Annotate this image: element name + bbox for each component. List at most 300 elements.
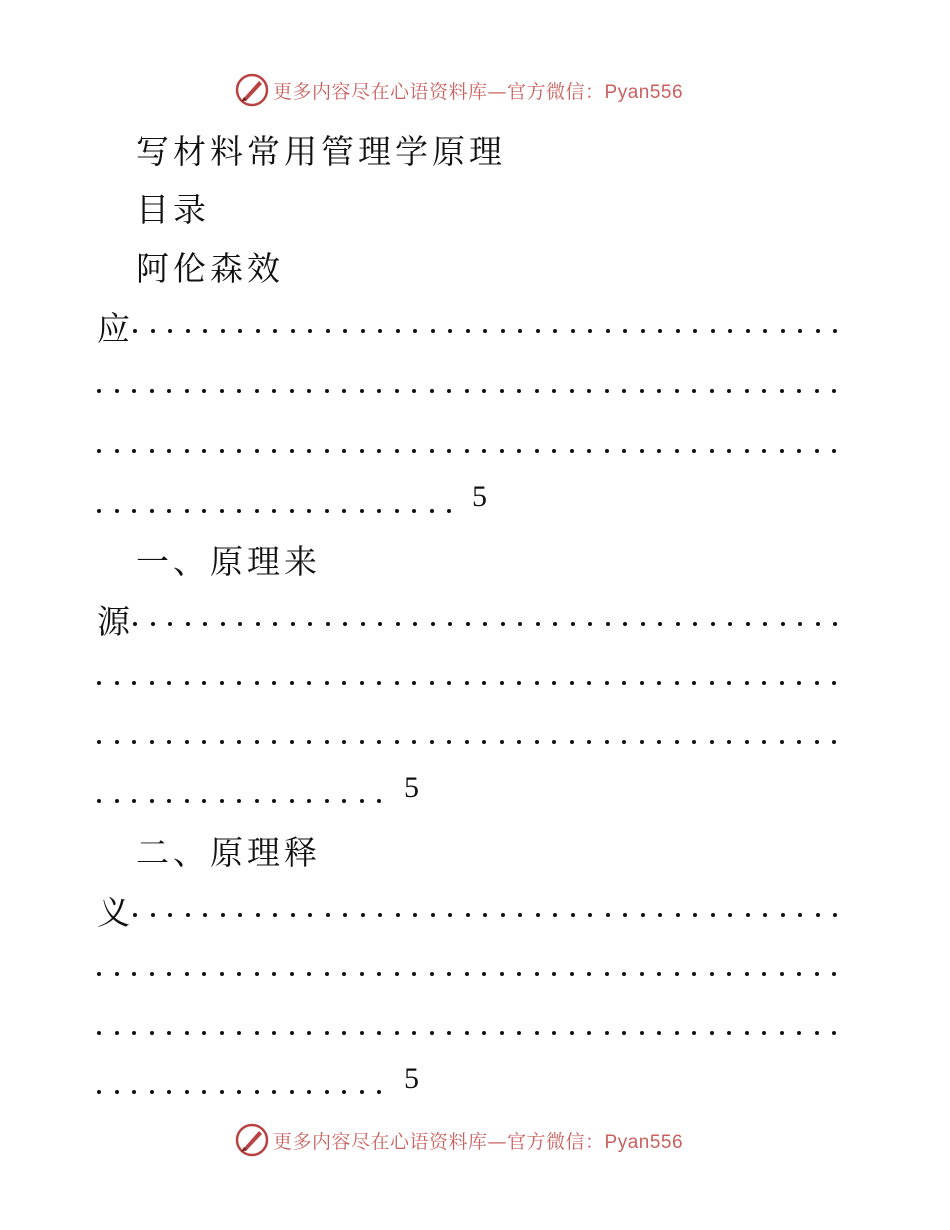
leader-dot [570, 740, 574, 744]
leader-dot [711, 913, 715, 917]
leader-dot [307, 389, 311, 393]
leader-dot [307, 799, 311, 803]
leader-dot [605, 449, 609, 453]
leader-dot [815, 389, 819, 393]
leader-dot [325, 681, 329, 685]
leader-dot [553, 913, 557, 917]
leader-dot [517, 1031, 521, 1035]
leader-dot [255, 449, 259, 453]
leader-dot [657, 681, 661, 685]
leader-dot [97, 509, 101, 513]
leader-dot [395, 740, 399, 744]
leader-dot [326, 913, 330, 917]
leader-dot [237, 449, 241, 453]
leader-dot [833, 329, 837, 333]
leader-dot [693, 622, 697, 626]
leader-dot [115, 972, 119, 976]
leader-dot [728, 913, 732, 917]
leader-dot [606, 622, 610, 626]
leader-dot [587, 681, 591, 685]
leader-dot [272, 972, 276, 976]
leader-dot [832, 740, 836, 744]
leader-dot [361, 329, 365, 333]
leader-dot [746, 329, 750, 333]
toc-entry-heading: 二、原理释 [136, 833, 321, 872]
leader-dot [483, 622, 487, 626]
leader-dot [640, 681, 644, 685]
page-number: 5 [404, 771, 419, 804]
leader-dot [552, 449, 556, 453]
leader-dot [255, 1090, 259, 1094]
leader-dot [727, 1031, 731, 1035]
leader-dot [657, 449, 661, 453]
leader-dot [237, 1090, 241, 1094]
leader-dot [132, 681, 136, 685]
leader-dot [517, 389, 521, 393]
leader-dot [466, 913, 470, 917]
leader-dot [692, 972, 696, 976]
leader-dot [501, 329, 505, 333]
leader-dot [150, 1090, 154, 1094]
leader-dot [272, 449, 276, 453]
leader-dot [500, 449, 504, 453]
leader-dot [797, 972, 801, 976]
toc-entry-heading: 阿伦森效 [136, 249, 284, 288]
leader-dot [517, 449, 521, 453]
leader-dot [150, 1031, 154, 1035]
leader-dot [151, 622, 155, 626]
leader-dot [570, 449, 574, 453]
leader-dot [482, 681, 486, 685]
leader-dot [342, 509, 346, 513]
leader-dot [762, 972, 766, 976]
leader-dot [185, 389, 189, 393]
leader-dot [640, 389, 644, 393]
leader-dot [413, 913, 417, 917]
leader-dot [640, 972, 644, 976]
leader-dot [745, 449, 749, 453]
leader-dot [133, 329, 137, 333]
leader-dot [622, 740, 626, 744]
leader-dot [237, 740, 241, 744]
leader-dot [431, 913, 435, 917]
leader-dot [780, 449, 784, 453]
leader-dot [221, 622, 225, 626]
leader-dot [571, 622, 575, 626]
leader-dot [396, 329, 400, 333]
leader-dot [185, 972, 189, 976]
leader-dot [272, 799, 276, 803]
leader-dot [728, 329, 732, 333]
leader-dot [186, 622, 190, 626]
leader-dot [167, 799, 171, 803]
leader-dot [781, 329, 785, 333]
leader-dot [448, 329, 452, 333]
leader-dot [727, 740, 731, 744]
leader-dot [482, 389, 486, 393]
leader-dot [431, 622, 435, 626]
leader-dot [501, 913, 505, 917]
dot-leader [97, 655, 842, 695]
leader-dot [167, 389, 171, 393]
leader-dot [325, 799, 329, 803]
leader-dot [798, 622, 802, 626]
leader-dot [255, 972, 259, 976]
leader-dot [308, 329, 312, 333]
leader-dot [395, 449, 399, 453]
leader-dot [798, 913, 802, 917]
leader-dot [500, 681, 504, 685]
leader-dot [273, 913, 277, 917]
leader-dot [517, 740, 521, 744]
leader-dot [237, 509, 241, 513]
leader-dot [518, 329, 522, 333]
leader-dot [797, 449, 801, 453]
leader-dot [377, 509, 381, 513]
leader-dot [132, 740, 136, 744]
leader-dot [342, 740, 346, 744]
toc-entry-tail: 义 [97, 893, 130, 932]
leader-dot [342, 972, 346, 976]
leader-dot [430, 1031, 434, 1035]
leader-dot [710, 972, 714, 976]
leader-dot [395, 389, 399, 393]
leader-dot [151, 913, 155, 917]
leader-dot [727, 972, 731, 976]
leader-dot [307, 681, 311, 685]
dot-leader [97, 1064, 842, 1104]
leader-dot [150, 449, 154, 453]
leader-dot [202, 1031, 206, 1035]
toc-heading: 目录 [136, 190, 210, 229]
leader-dot [430, 509, 434, 513]
leader-dot [132, 1090, 136, 1094]
leader-dot [167, 1031, 171, 1035]
leader-dot [220, 389, 224, 393]
leader-dot [326, 329, 330, 333]
leader-dot [133, 913, 137, 917]
leader-dot [202, 509, 206, 513]
leader-dot [552, 681, 556, 685]
leader-dot [536, 913, 540, 917]
leader-dot [97, 740, 101, 744]
leader-dot [465, 1031, 469, 1035]
leader-dot [342, 389, 346, 393]
leader-dot [745, 681, 749, 685]
leader-dot [273, 329, 277, 333]
leader-dot [657, 389, 661, 393]
leader-dot [587, 1031, 591, 1035]
dot-leader [97, 773, 842, 813]
leader-dot [377, 449, 381, 453]
leader-dot [168, 329, 172, 333]
leader-dot [780, 1031, 784, 1035]
leader-dot [623, 622, 627, 626]
leader-dot [552, 1031, 556, 1035]
leader-dot [675, 972, 679, 976]
leader-dot [377, 1090, 381, 1094]
leader-dot [132, 449, 136, 453]
dot-leader [97, 596, 842, 636]
leader-dot [203, 622, 207, 626]
leader-dot [150, 681, 154, 685]
leader-dot [396, 622, 400, 626]
leader-dot [168, 913, 172, 917]
leader-dot [570, 972, 574, 976]
leader-dot [343, 329, 347, 333]
leader-dot [150, 972, 154, 976]
leader-dot [377, 740, 381, 744]
leader-dot [220, 972, 224, 976]
leader-dot [466, 329, 470, 333]
leader-dot [588, 622, 592, 626]
leader-dot [325, 1090, 329, 1094]
dot-leader [97, 887, 842, 927]
leader-dot [115, 389, 119, 393]
leader-dot [185, 1031, 189, 1035]
leader-dot [518, 913, 522, 917]
leader-dot [167, 740, 171, 744]
leader-dot [395, 681, 399, 685]
page-number: 5 [404, 1062, 419, 1095]
leader-dot [255, 389, 259, 393]
leader-dot [815, 1031, 819, 1035]
leader-dot [185, 681, 189, 685]
leader-dot [325, 509, 329, 513]
leader-dot [255, 799, 259, 803]
leader-dot [325, 389, 329, 393]
leader-dot [798, 329, 802, 333]
leader-dot [763, 913, 767, 917]
leader-dot [151, 329, 155, 333]
leader-dot [711, 329, 715, 333]
leader-dot [692, 740, 696, 744]
leader-dot [710, 681, 714, 685]
dot-leader [97, 946, 842, 986]
leader-dot [500, 389, 504, 393]
leader-dot [482, 449, 486, 453]
leader-dot [412, 972, 416, 976]
header-banner [235, 72, 683, 108]
pen-logo-icon [235, 1123, 269, 1157]
leader-dot [360, 799, 364, 803]
leader-dot [291, 329, 295, 333]
leader-dot [360, 740, 364, 744]
leader-dot [815, 740, 819, 744]
leader-dot [342, 1090, 346, 1094]
document-title: 写材料常用管理学原理 [136, 132, 506, 171]
leader-dot [307, 1090, 311, 1094]
leader-dot [360, 1031, 364, 1035]
leader-dot [763, 329, 767, 333]
leader-dot [745, 740, 749, 744]
leader-dot [360, 1090, 364, 1094]
leader-dot [605, 740, 609, 744]
leader-dot [272, 509, 276, 513]
leader-dot [97, 972, 101, 976]
leader-dot [220, 449, 224, 453]
dot-leader [97, 363, 842, 403]
leader-dot [762, 449, 766, 453]
leader-dot [606, 329, 610, 333]
leader-dot [220, 681, 224, 685]
leader-dot [780, 389, 784, 393]
leader-dot [343, 622, 347, 626]
leader-dot [168, 622, 172, 626]
leader-dot [377, 799, 381, 803]
leader-dot [535, 681, 539, 685]
leader-dot [325, 972, 329, 976]
leader-dot [342, 681, 346, 685]
leader-dot [203, 913, 207, 917]
leader-dot [571, 329, 575, 333]
leader-dot [377, 681, 381, 685]
leader-dot [447, 972, 451, 976]
leader-dot [272, 1090, 276, 1094]
leader-dot [115, 681, 119, 685]
leader-dot [692, 1031, 696, 1035]
leader-dot [132, 509, 136, 513]
leader-dot [447, 1031, 451, 1035]
leader-dot [412, 509, 416, 513]
leader-dot [623, 913, 627, 917]
leader-dot [535, 449, 539, 453]
leader-dot [745, 972, 749, 976]
toc-entry-tail: 应 [97, 309, 130, 348]
leader-dot [290, 449, 294, 453]
leader-dot [780, 972, 784, 976]
leader-dot [150, 740, 154, 744]
leader-dot [448, 622, 452, 626]
leader-dot [272, 740, 276, 744]
leader-dot [588, 913, 592, 917]
leader-dot [167, 509, 171, 513]
leader-dot [360, 972, 364, 976]
leader-dot [413, 329, 417, 333]
leader-dot [115, 1090, 119, 1094]
leader-dot [412, 449, 416, 453]
leader-dot [412, 681, 416, 685]
leader-dot [115, 509, 119, 513]
leader-dot [290, 799, 294, 803]
leader-dot [710, 449, 714, 453]
leader-dot [605, 1031, 609, 1035]
leader-dot [832, 389, 836, 393]
leader-dot [360, 681, 364, 685]
toc-entry-heading: 一、原理来 [136, 542, 321, 581]
leader-dot [587, 740, 591, 744]
leader-dot [465, 681, 469, 685]
leader-dot [746, 913, 750, 917]
leader-dot [675, 1031, 679, 1035]
leader-dot [221, 913, 225, 917]
leader-dot [553, 329, 557, 333]
leader-dot [641, 622, 645, 626]
leader-dot [202, 389, 206, 393]
leader-dot [692, 681, 696, 685]
leader-dot [482, 740, 486, 744]
leader-dot [325, 449, 329, 453]
leader-dot [202, 681, 206, 685]
leader-dot [781, 622, 785, 626]
leader-dot [780, 681, 784, 685]
leader-dot [132, 389, 136, 393]
leader-dot [587, 972, 591, 976]
dot-leader [97, 483, 842, 523]
leader-dot [413, 622, 417, 626]
leader-dot [482, 972, 486, 976]
leader-dot [447, 740, 451, 744]
leader-dot [815, 681, 819, 685]
leader-dot [377, 1031, 381, 1035]
leader-dot [325, 1031, 329, 1035]
leader-dot [307, 449, 311, 453]
leader-dot [762, 389, 766, 393]
leader-dot [202, 972, 206, 976]
leader-dot [675, 740, 679, 744]
leader-dot [816, 913, 820, 917]
leader-dot [640, 1031, 644, 1035]
leader-dot [272, 681, 276, 685]
leader-dot [430, 681, 434, 685]
leader-dot [692, 449, 696, 453]
leader-dot [97, 449, 101, 453]
leader-dot [237, 681, 241, 685]
leader-dot [605, 389, 609, 393]
leader-dot [378, 329, 382, 333]
leader-dot [746, 622, 750, 626]
leader-dot [167, 972, 171, 976]
leader-dot [185, 509, 189, 513]
leader-dot [623, 329, 627, 333]
leader-dot [675, 389, 679, 393]
leader-dot [587, 389, 591, 393]
leader-dot [202, 740, 206, 744]
pen-logo-icon [235, 73, 269, 107]
leader-dot [377, 389, 381, 393]
leader-dot [150, 799, 154, 803]
leader-dot [256, 329, 260, 333]
leader-dot [710, 389, 714, 393]
leader-dot [763, 622, 767, 626]
leader-dot [466, 622, 470, 626]
leader-dot [535, 1031, 539, 1035]
leader-dot [238, 913, 242, 917]
leader-dot [570, 1031, 574, 1035]
leader-dot [816, 329, 820, 333]
leader-dot [430, 449, 434, 453]
leader-dot [150, 389, 154, 393]
leader-dot [133, 622, 137, 626]
leader-dot [115, 1031, 119, 1035]
leader-dot [447, 449, 451, 453]
leader-dot [797, 389, 801, 393]
leader-dot [150, 509, 154, 513]
leader-dot [132, 799, 136, 803]
leader-dot [378, 913, 382, 917]
leader-dot [553, 622, 557, 626]
leader-dot [255, 740, 259, 744]
leader-dot [483, 329, 487, 333]
leader-dot [501, 622, 505, 626]
leader-dot [622, 1031, 626, 1035]
leader-dot [710, 1031, 714, 1035]
leader-dot [326, 622, 330, 626]
leader-dot [762, 1031, 766, 1035]
leader-dot [500, 740, 504, 744]
leader-dot [290, 740, 294, 744]
leader-dot [220, 509, 224, 513]
